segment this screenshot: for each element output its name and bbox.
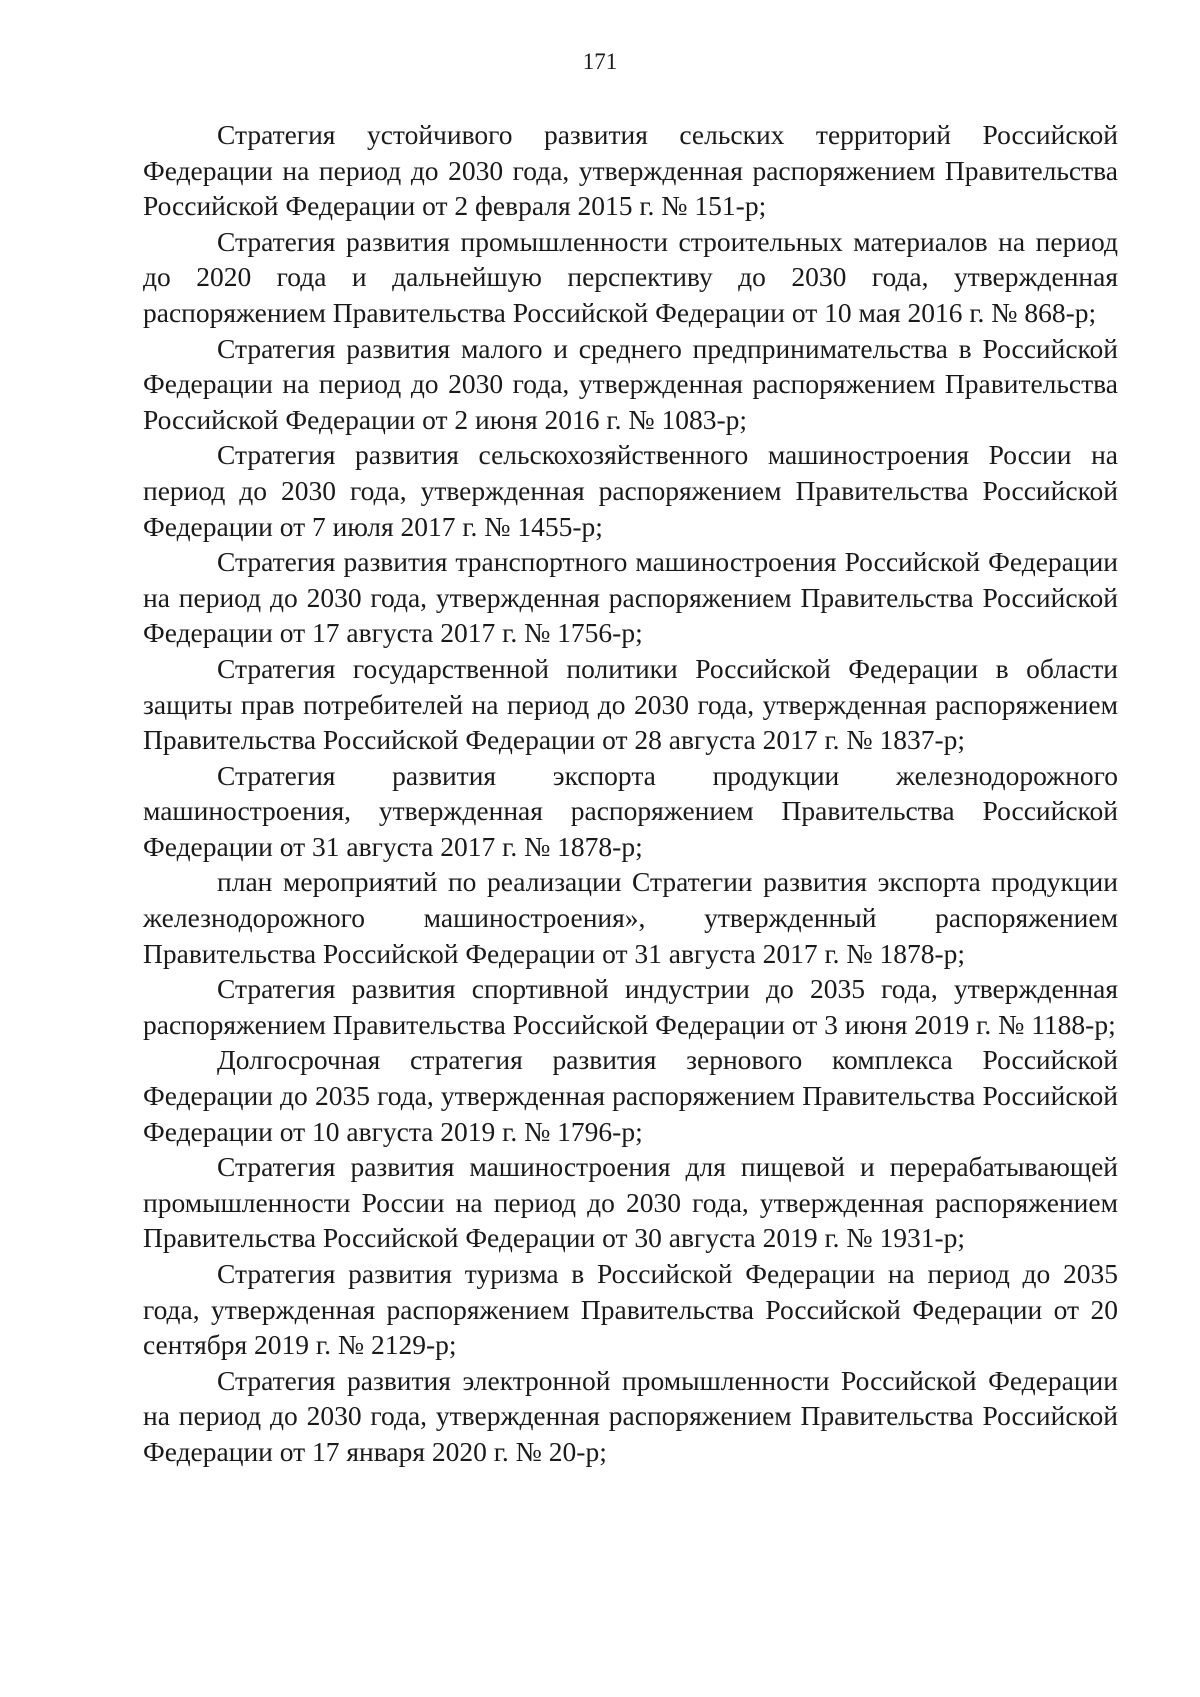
paragraph: Стратегия развития малого и среднего предпринимательства в Российской Федерации на период до 2030 года, утвержденная распоряжением Правительства Российской Федерации от 2 июня 2016 г. № 1083-р; [143, 332, 1118, 435]
page-number: 171 [582, 49, 618, 74]
paragraph: Стратегия государственной политики Российской Федерации в области защиты прав потребителей на период до 2030 года, утвержденная распоряжением Правительства Российской Федерации от 28 августа 2017 г. № 1837-р; [143, 652, 1118, 756]
paragraph: Стратегия развития сельскохозяйственного машиностроения России на период до 2030 года, утвержденная распоряжением Правительства Российской Федерации от 7 июля 2017 г. № 1455-р; [143, 439, 1118, 542]
paragraph: Стратегия развития электронной промышленности Российской Федерации на период до 2030 года, утвержденная распоряжением Правительства Российской Федерации от 17 января 2020 г. № 20-р; [143, 1364, 1118, 1467]
paragraph: Стратегия развития машиностроения для пищевой и перерабатывающей промышленности России на период до 2030 года, утвержденная распоряжением Правительства Российской Федерации от 30 августа 2019 г. № 1931-р; [143, 1151, 1118, 1254]
paragraph: Стратегия развития экспорта продукции железнодорожного машиностроения, утвержденная распоряжением Правительства Российской Федерации от 31 августа 2017 г. № 1878-р; [143, 759, 1118, 862]
paragraph: Стратегия развития спортивной индустрии до 2035 года, утвержденная распоряжением Правительства Российской Федерации от 3 июня 2019 г. № 1188-р; [143, 973, 1118, 1040]
document-body [143, 117, 1118, 1470]
paragraph: Стратегия устойчивого развития сельских территорий Российской Федерации на период до 2030 года, утвержденная распоряжением Правительства Российской Федерации от 2 февраля 2015 г. № 151-р; [143, 119, 1118, 222]
paragraph: Долгосрочная стратегия развития зернового комплекса Российской Федерации до 2035 года, утвержденная распоряжением Правительства Российской Федерации от 10 августа 2019 г. № 1796-р; [143, 1044, 1118, 1147]
paragraph: Стратегия развития транспортного машиностроения Российской Федерации на период до 2030 года, утвержденная распоряжением Правительства Российской Федерации от 17 августа 2017 г. № 1756-р; [143, 546, 1118, 649]
paragraph: план мероприятий по реализации Стратегии развития экспорта продукции железнодорожного машиностроения», утвержденный распоряжением Правительства Российской Федерации от 31 августа 2017 г. № 1878-р; [143, 866, 1118, 969]
paragraph: Стратегия развития туризма в Российской Федерации на период до 2035 года, утвержденная распоряжением Правительства Российской Федерации от 20 сентября 2019 г. № 2129-р; [143, 1258, 1118, 1361]
paragraph: Стратегия развития промышленности строительных материалов на период до 2020 года и дальнейшую перспективу до 2030 года, утвержденная распоряжением Правительства Российской Федерации от 10 мая 2016 г. № 868-р; [143, 225, 1118, 328]
